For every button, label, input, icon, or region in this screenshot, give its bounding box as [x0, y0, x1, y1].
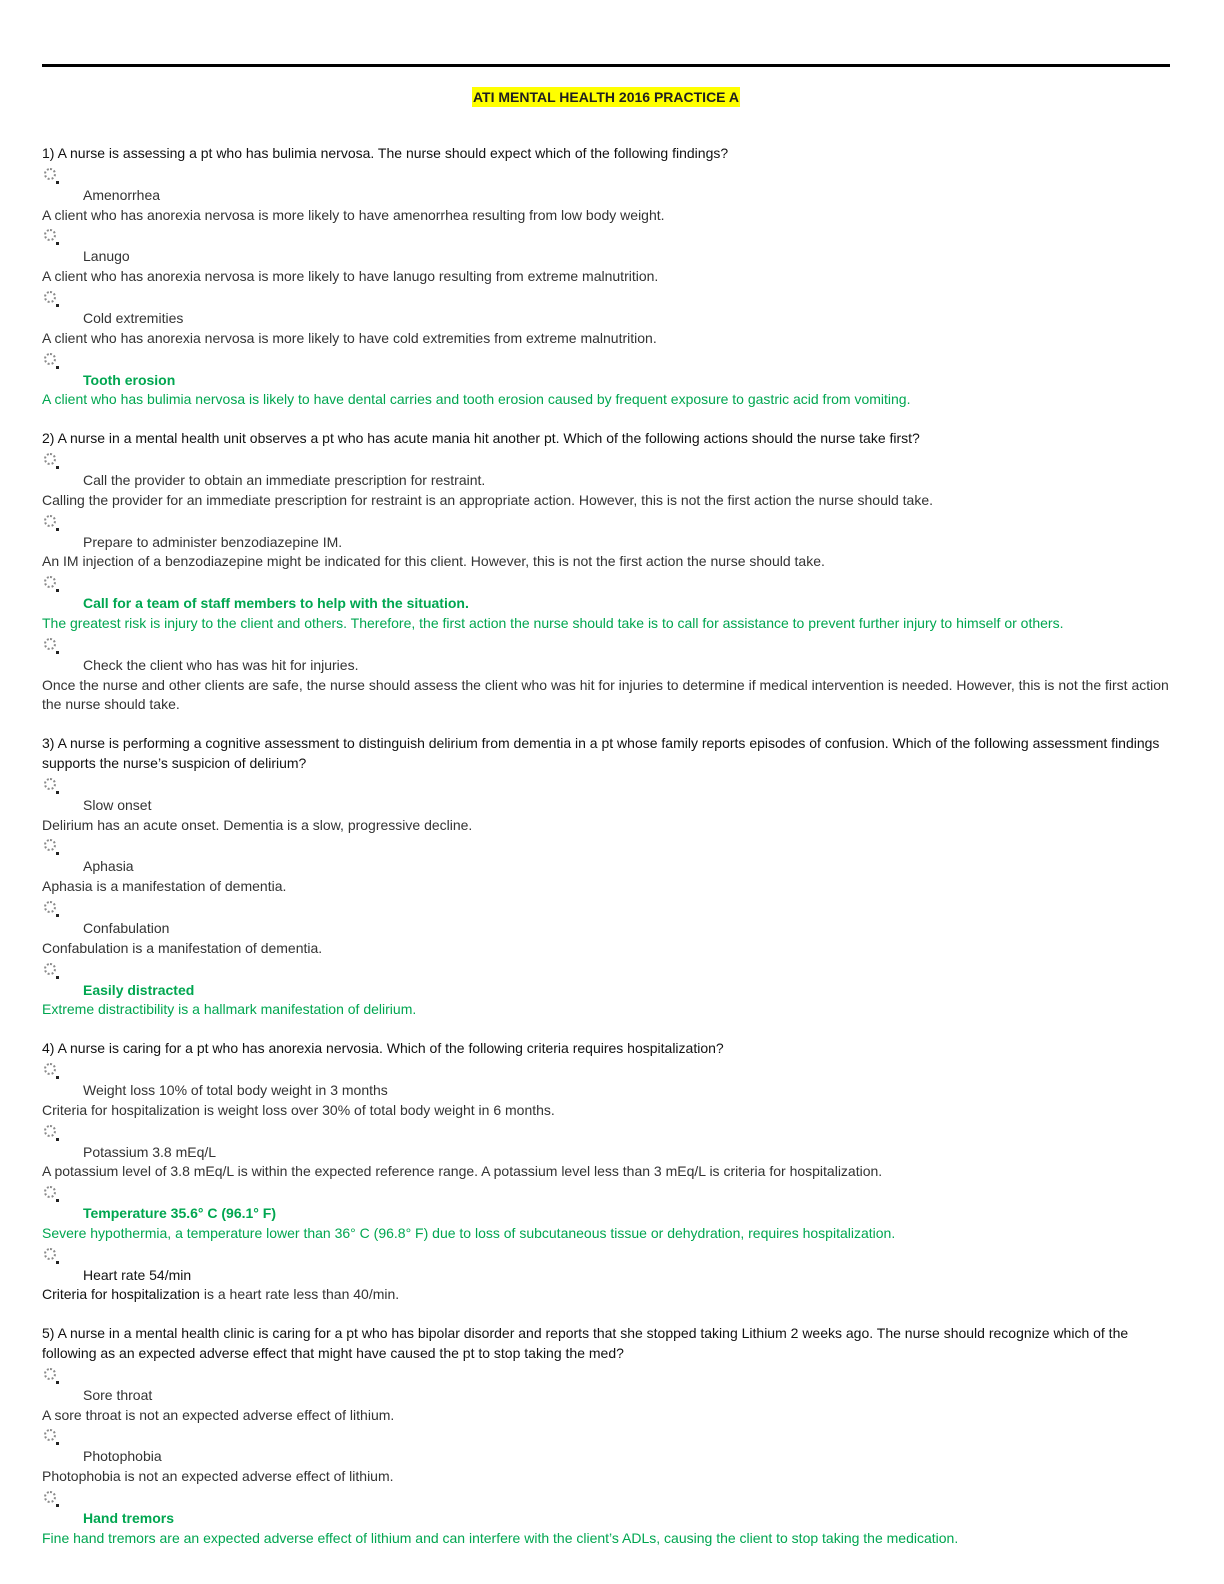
question-text: 4) A nurse is caring for a pt who has anorexia nervosia. Which of the following criteria requires hospitalization?	[42, 1040, 724, 1057]
option-explanation	[42, 1285, 1170, 1305]
option-explanation: Delirium has an acute onset. Dementia is a slow, progressive decline.	[42, 816, 473, 833]
option-label: Lanugo	[83, 248, 130, 265]
radio-icon[interactable]	[44, 229, 56, 241]
option-explanation: Severe hypothermia, a temperature lower than 36° C (96.8° F) due to loss of subcutaneous tissue or dehydration, requires hospitalization.	[42, 1224, 896, 1241]
option-explanation: A client who has anorexia nervosa is more likely to have lanugo resulting from extreme malnutrition.	[42, 268, 659, 285]
answer-option	[42, 1429, 1170, 1487]
option-explanation: A client who has anorexia nervosa is more likely to have cold extremities from extreme malnutrition.	[42, 329, 657, 346]
radio-dot-icon	[56, 1504, 59, 1507]
radio-icon[interactable]	[44, 963, 56, 975]
radio-dot-icon	[56, 304, 59, 307]
option-explanation: Photophobia is not an expected adverse effect of lithium.	[42, 1468, 394, 1485]
answer-option	[42, 453, 1170, 511]
radio-icon[interactable]	[44, 1491, 56, 1503]
radio-icon[interactable]	[44, 839, 56, 851]
option-label: Aphasia	[83, 858, 134, 875]
radio-icon[interactable]	[44, 1429, 56, 1441]
answer-option	[42, 839, 1170, 897]
radio-icon[interactable]	[44, 638, 56, 650]
answer-option	[42, 1368, 1170, 1426]
question-text: 5) A nurse in a mental health clinic is caring for a pt who has bipolar disorder and reports that she stopped taking Lithium 2 weeks ago. The nurse should recognize which of the following as an expected adverse effect that might have caused the pt to stop taking the med?	[42, 1325, 1129, 1362]
option-explanation: Criteria for hospitalization is weight loss over 30% of total body weight in 6 months.	[42, 1101, 555, 1118]
document-title: ATI MENTAL HEALTH 2016 PRACTICE A	[472, 89, 740, 105]
option-label: Weight loss 10% of total body weight in 3 months	[83, 1081, 388, 1098]
question-4	[42, 1039, 1170, 1305]
radio-dot-icon	[56, 466, 59, 469]
answer-option	[42, 1248, 1170, 1306]
radio-dot-icon	[56, 1381, 59, 1384]
option-explanation: An IM injection of a benzodiazepine might be indicated for this client. However, this is not the first action the nurse should take.	[42, 553, 825, 570]
radio-dot-icon	[56, 791, 59, 794]
option-label: Prepare to administer benzodiazepine IM.	[83, 533, 343, 550]
option-label: Check the client who has was hit for injuries.	[83, 656, 359, 673]
option-label: Amenorrhea	[83, 186, 161, 203]
radio-icon[interactable]	[44, 1248, 56, 1260]
question-1	[42, 144, 1170, 410]
option-explanation: Calling the provider for an immediate prescription for restraint is an appropriate action. However, this is not the first action the nurse should take.	[42, 491, 934, 508]
radio-dot-icon	[56, 1199, 59, 1202]
option-label: Confabulation	[83, 919, 170, 936]
option-label: Heart rate 54/min	[83, 1266, 192, 1283]
radio-dot-icon	[56, 589, 59, 592]
option-explanation: Extreme distractibility is a hallmark manifestation of delirium.	[42, 1001, 417, 1018]
option-label: Potassium 3.8 mEq/L	[83, 1143, 217, 1160]
option-label: Tooth erosion	[83, 371, 176, 388]
option-explanation: A potassium level of 3.8 mEq/L is within the expected reference range. A potassium level less than 3 mEq/L is criteria for hospitalization.	[42, 1163, 883, 1180]
option-label: Sore throat	[83, 1386, 153, 1403]
answer-option	[42, 168, 1170, 226]
option-explanation: Once the nurse and other clients are safe, the nurse should assess the client who was hit for injuries to determine if medical intervention is needed. However, this is not the first action the nurse should take.	[42, 676, 1169, 713]
answer-option	[42, 229, 1170, 287]
radio-icon[interactable]	[44, 901, 56, 913]
question-2	[42, 429, 1170, 715]
radio-icon[interactable]	[44, 576, 56, 588]
correct-answer-option	[42, 1491, 1170, 1549]
radio-dot-icon	[56, 914, 59, 917]
option-explanation: The greatest risk is injury to the client and others. Therefore, the first action the nurse should take is to call for assistance to prevent further injury to himself or others.	[42, 614, 1064, 631]
correct-answer-option	[42, 576, 1170, 634]
correct-answer-option	[42, 963, 1170, 1021]
question-3	[42, 734, 1170, 1020]
radio-dot-icon	[56, 242, 59, 245]
correct-answer-option	[42, 1186, 1170, 1244]
radio-dot-icon	[56, 852, 59, 855]
option-label: Photophobia	[83, 1448, 162, 1465]
radio-icon[interactable]	[44, 515, 56, 527]
radio-icon[interactable]	[44, 353, 56, 365]
radio-dot-icon	[56, 651, 59, 654]
radio-dot-icon	[56, 1442, 59, 1445]
option-label: Cold extremities	[83, 309, 184, 326]
option-label: Slow onset	[83, 796, 152, 813]
radio-dot-icon	[56, 1138, 59, 1141]
option-explanation: A sore throat is not an expected adverse effect of lithium.	[42, 1406, 395, 1423]
option-explanation: Confabulation is a manifestation of dementia.	[42, 939, 323, 956]
option-label: Temperature 35.6° C (96.1° F)	[83, 1205, 277, 1222]
radio-icon[interactable]	[44, 778, 56, 790]
option-label: Easily distracted	[83, 981, 195, 998]
radio-icon[interactable]	[44, 453, 56, 465]
option-explanation: Fine hand tremors are an expected adverse effect of lithium and can interfere with the client’s ADLs, causing the client to stop taking the medication.	[42, 1529, 959, 1546]
answer-option	[42, 778, 1170, 836]
option-label: Call the provider to obtain an immediate prescription for restraint.	[83, 471, 486, 488]
option-label: Hand tremors	[83, 1510, 175, 1527]
answer-option	[42, 291, 1170, 349]
question-list	[42, 144, 1170, 1568]
question-text: 2) A nurse in a mental health unit observes a pt who has acute mania hit another pt. Which of the following actions should the nurse take first?	[42, 430, 920, 447]
radio-icon[interactable]	[44, 1063, 56, 1075]
question-5	[42, 1324, 1170, 1548]
radio-dot-icon	[56, 181, 59, 184]
explanation-lead: Criteria for hospitalization	[42, 1286, 200, 1303]
answer-option	[42, 515, 1170, 573]
radio-dot-icon	[56, 1261, 59, 1264]
answer-option	[42, 638, 1170, 715]
explanation-rest: is a heart rate less than 40/min.	[199, 1286, 400, 1303]
title-container	[42, 87, 1170, 107]
answer-option	[42, 1063, 1170, 1121]
radio-icon[interactable]	[44, 1125, 56, 1137]
radio-dot-icon	[56, 976, 59, 979]
answer-option	[42, 901, 1170, 959]
answer-option	[42, 1125, 1170, 1183]
correct-answer-option	[42, 353, 1170, 411]
option-label: Call for a team of staff members to help with the situation.	[83, 595, 469, 612]
radio-dot-icon	[56, 366, 59, 369]
radio-dot-icon	[56, 528, 59, 531]
option-explanation: Aphasia is a manifestation of dementia.	[42, 878, 287, 895]
radio-icon[interactable]	[44, 168, 56, 180]
option-explanation: A client who has bulimia nervosa is likely to have dental carries and tooth erosion caused by frequent exposure to gastric acid from vomiting.	[42, 391, 911, 408]
question-text: 1) A nurse is assessing a pt who has bulimia nervosa. The nurse should expect which of the following findings?	[42, 145, 729, 161]
question-text: 3) A nurse is performing a cognitive assessment to distinguish delirium from dementia in a pt whose family reports episodes of confusion. Which of the following assessment findings supports the nurse’s suspicion of delirium?	[42, 735, 1160, 771]
header-rule	[42, 64, 1170, 67]
radio-icon[interactable]	[44, 1186, 56, 1198]
radio-icon[interactable]	[44, 1368, 56, 1380]
radio-icon[interactable]	[44, 291, 56, 303]
option-explanation: A client who has anorexia nervosa is more likely to have amenorrhea resulting from low body weight.	[42, 206, 665, 223]
radio-dot-icon	[56, 1076, 59, 1079]
